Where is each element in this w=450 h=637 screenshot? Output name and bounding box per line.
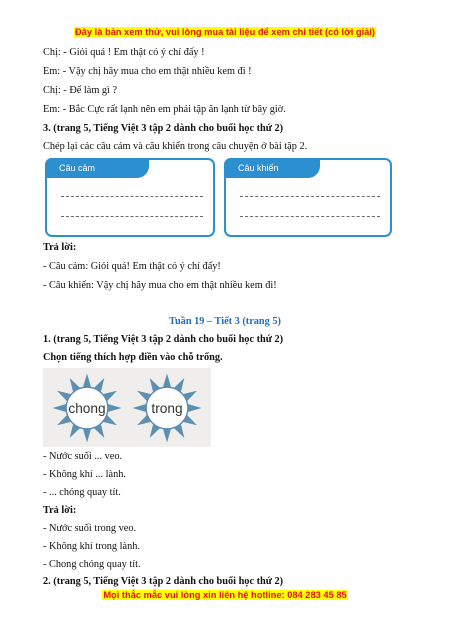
flowers-illustration [43,368,211,447]
hotline-banner [0,590,450,600]
flower-trong-label: trong [151,401,183,417]
imperative-box [224,158,392,237]
exercise-1-answer-2: - Không khí trong lành. [43,541,140,552]
answer-line [240,196,380,197]
exercise-3-heading: 3. (trang 5, Tiếng Việt 3 tập 2 dành cho buổi học thứ 2) [43,123,284,134]
exclamation-box-label: Câu cảm [45,158,149,178]
hotline-banner-text: Mọi thắc mắc vui lòng xin liên hệ hotline: 084 283 45 85 [103,590,347,600]
preview-banner [0,27,450,37]
exercise-1-heading: 1. (trang 5, Tiếng Việt 3 tập 2 dành cho buổi học thứ 2) [43,334,284,345]
section-title: Tuần 19 – Tiết 3 (trang 5) [169,316,281,327]
exercise-3-instruction: Chép lại các câu cảm và câu khiến trong câu chuyện ở bài tập 2. [43,141,308,152]
answer-line [61,196,203,197]
exercise-1-item-2: - Không khí ... lành. [43,469,126,480]
exercise-3-answer-label: Trả lời: [43,242,77,253]
dialogue-line-3: Chị: - Để làm gì ? [43,85,118,96]
exercise-3-answer-1: - Câu cảm: Giỏi quá! Em thật có ý chí đấy! [43,261,221,272]
flower-trong [131,372,203,444]
answer-line [61,216,203,217]
dialogue-line-2: Em: - Vậy chị hãy mua cho em thật nhiều kem đi ! [43,66,252,77]
exercise-1-answer-1: - Nước suối trong veo. [43,523,137,534]
preview-banner-text: Đây là bản xem thử, vui lòng mua tài liệu để xem chi tiết (có lời giải) [74,27,376,37]
dialogue-line-1: Chị: - Giỏi quá ! Em thật có ý chí đấy ! [43,47,205,58]
dialogue-line-4: Em: - Bắc Cực rất lạnh nên em phải tập ăn lạnh từ bây giờ. [43,104,286,115]
exclamation-box [45,158,215,237]
exercise-1-answer-3: - Chong chóng quay tít. [43,559,141,570]
exercise-2-heading: 2. (trang 5, Tiếng Việt 3 tập 2 dành cho buổi học thứ 2) [43,576,284,587]
exercise-3-answer-2: - Câu khiến: Vậy chị hãy mua cho em thật nhiều kem đi! [43,280,277,291]
exercise-1-instruction: Chọn tiếng thích hợp điền vào chỗ trống. [43,352,223,363]
exercise-1-item-3: - ... chóng quay tít. [43,487,121,498]
exercise-1-item-1: - Nước suối ... veo. [43,451,123,462]
imperative-box-label: Câu khiến [224,158,320,178]
answer-line [240,216,380,217]
exercise-1-answer-label: Trả lời: [43,505,77,516]
flower-chong [51,372,123,444]
flower-chong-label: chong [68,401,106,417]
